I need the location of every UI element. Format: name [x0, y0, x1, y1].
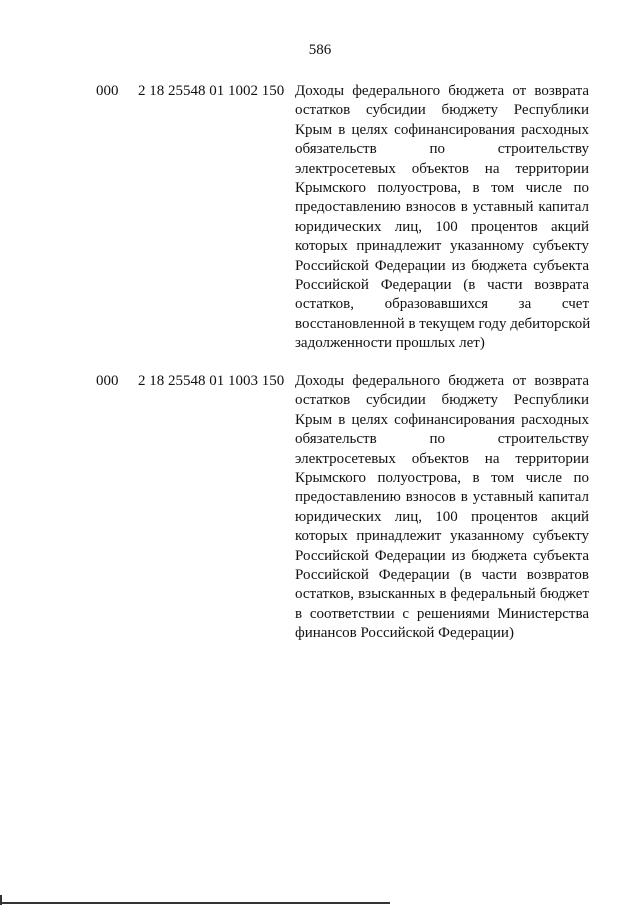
description-line: остатков, взысканных в федеральный бюджет: [295, 586, 589, 603]
entry-description: [295, 372, 589, 643]
description-line: Доходы федерального бюджета от возврата: [295, 83, 589, 99]
description-line: Российской Федерации из бюджета субъекта: [295, 257, 589, 274]
description-line: обязательств по строительству: [295, 141, 589, 158]
scan-edge-left: [0, 895, 2, 905]
admin-code: 000: [96, 83, 119, 99]
description-line: остатков субсидии бюджету Республики: [295, 102, 589, 119]
description-line: предоставлению взносов в уставный капитал: [295, 199, 589, 216]
description-line: юридических лиц, 100 процентов акций: [295, 508, 589, 525]
description-line: электросетевых объектов на территории: [295, 160, 589, 177]
description-line: Крым в целях софинансирования расходных: [295, 411, 589, 428]
description-line: Российской Федерации (в части возвратов: [295, 566, 589, 583]
description-line: которых принадлежит указанному субъекту: [295, 528, 589, 545]
description-line: в соответствии с решениями Министерства: [295, 605, 589, 622]
description-line: обязательств по строительству: [295, 431, 589, 448]
classification-code: 2 18 25548 01 1003 150: [138, 373, 285, 389]
description-line: предоставлению взносов в уставный капитал: [295, 489, 589, 506]
description-line: Крым в целях софинансирования расходных: [295, 121, 589, 138]
description-line: электросетевых объектов на территории: [295, 450, 589, 467]
description-line: Крымского полуострова, в том числе по: [295, 469, 589, 486]
description-line: Российской Федерации (в части возврата: [295, 276, 589, 293]
description-line: Российской Федерации из бюджета субъекта: [295, 547, 589, 564]
description-line: остатков, образовавшихся за счет: [295, 296, 589, 313]
admin-code: 000: [96, 373, 119, 389]
scan-edge-bottom: [0, 902, 390, 904]
description-line: восстановленной в текущем году дебиторской: [295, 315, 591, 332]
page-number: 586: [308, 42, 332, 58]
description-line: задолженности прошлых лет): [295, 335, 485, 352]
description-line: остатков субсидии бюджету Республики: [295, 392, 589, 409]
description-line: Крымского полуострова, в том числе по: [295, 179, 589, 196]
description-line: финансов Российской Федерации): [295, 625, 514, 642]
description-line: Доходы федерального бюджета от возврата: [295, 373, 589, 389]
description-line: юридических лиц, 100 процентов акций: [295, 218, 589, 235]
entry-description: [295, 82, 589, 353]
classification-code: 2 18 25548 01 1002 150: [138, 83, 285, 99]
description-line: которых принадлежит указанному субъекту: [295, 238, 589, 255]
